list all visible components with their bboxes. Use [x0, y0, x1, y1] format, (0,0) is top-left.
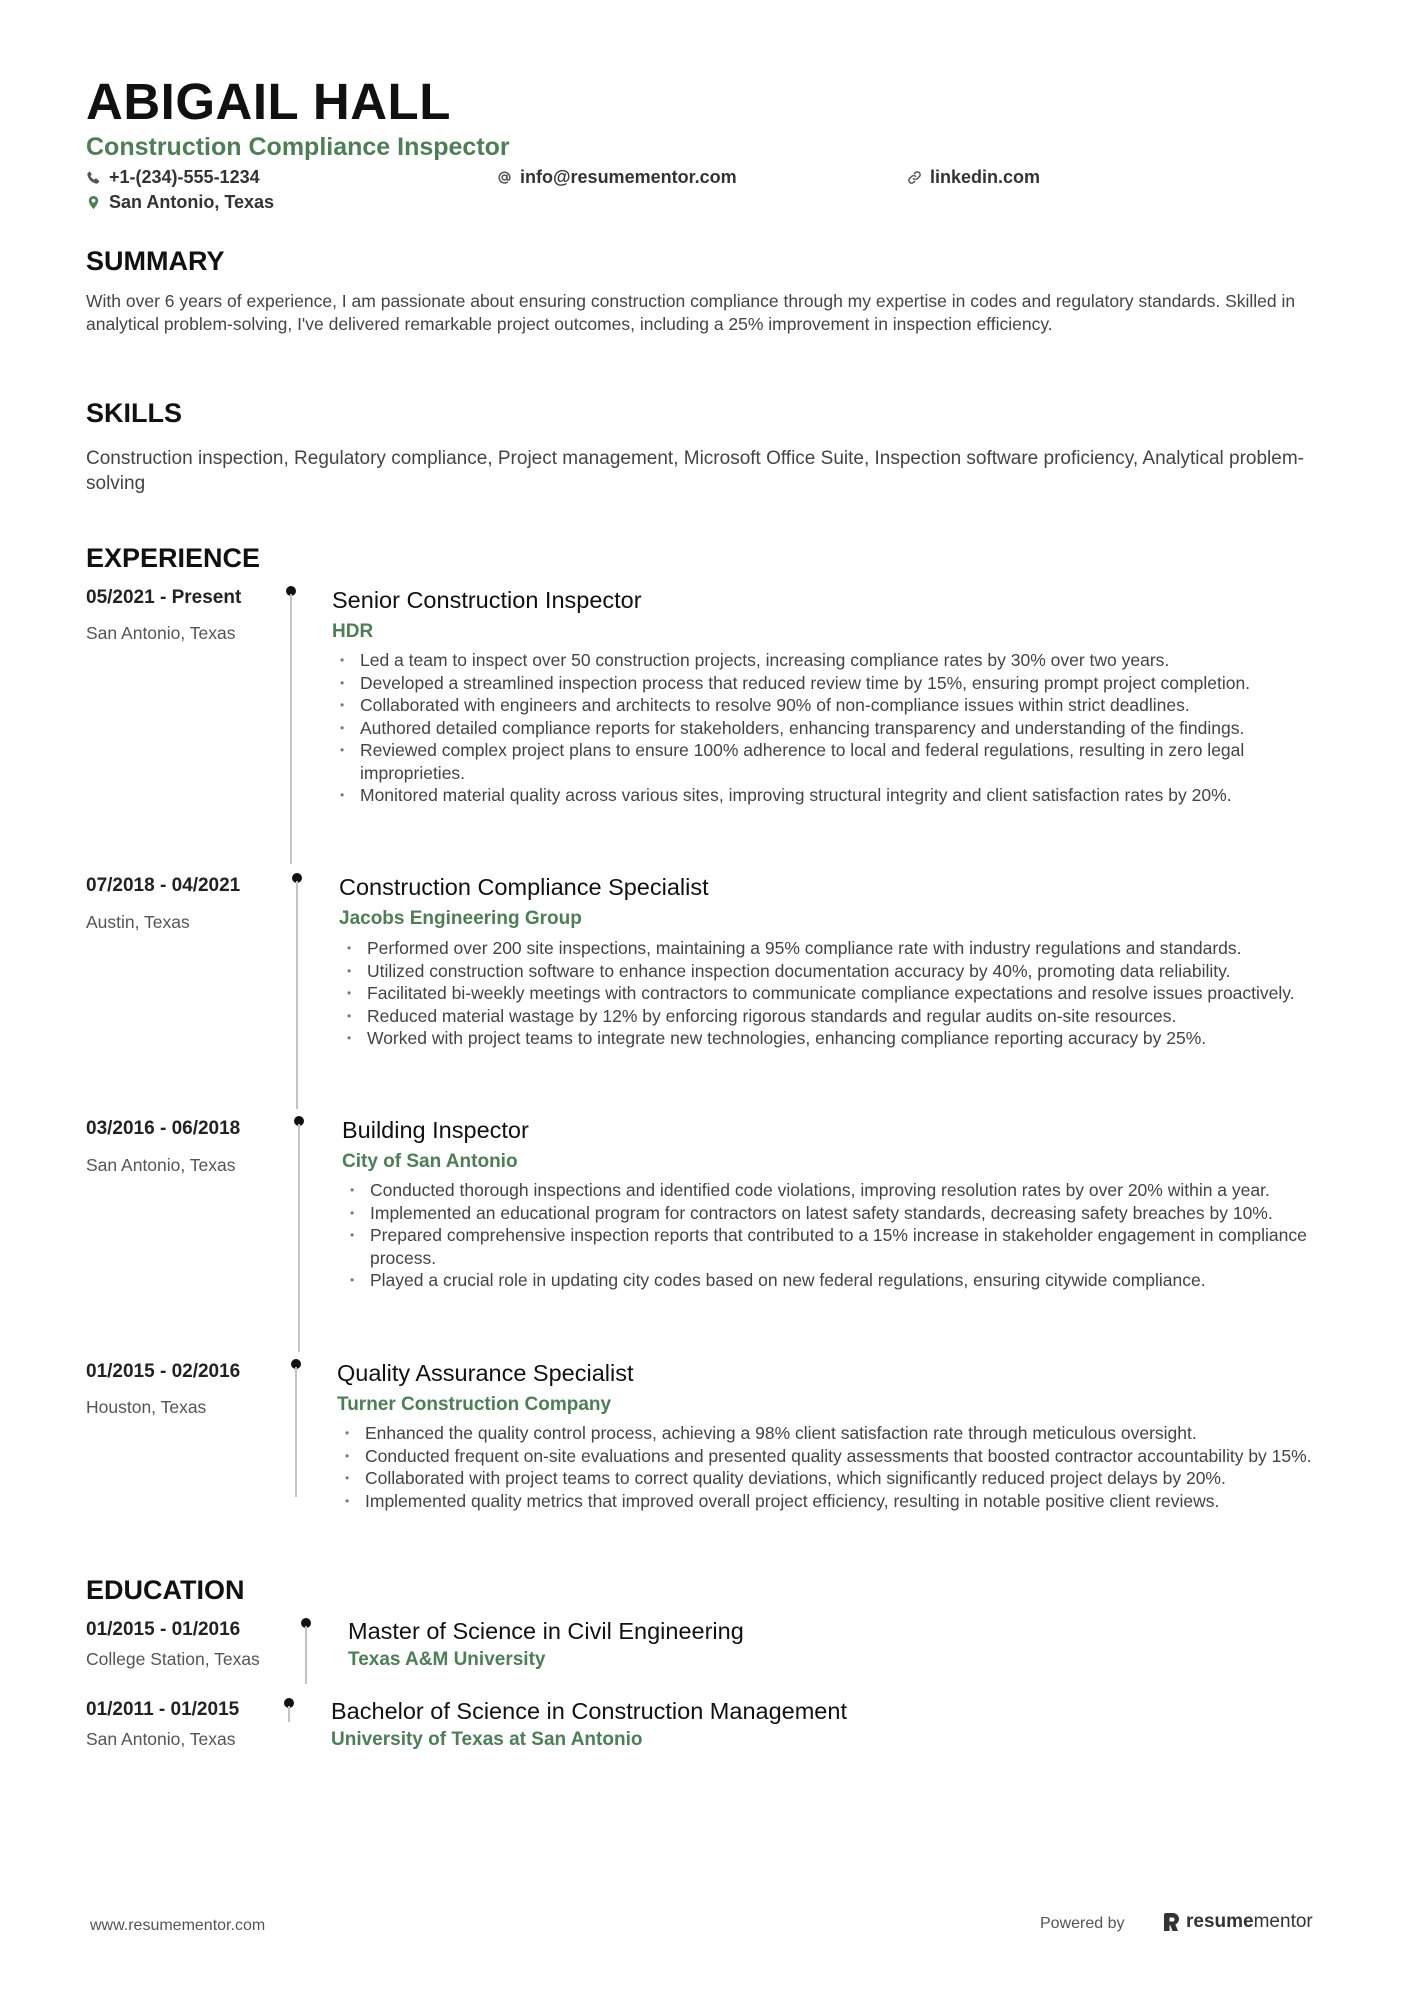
contact-phone[interactable] [86, 166, 260, 188]
phone-text: +1-(234)-555-1234 [109, 167, 260, 187]
skills-text: Construction inspection, Regulatory compliance, Project management, Microsoft Office Suite, Inspection software proficiency, Analytical problem-solving [86, 448, 1304, 494]
experience-location: San Antonio, Texas [86, 1155, 236, 1175]
education-dates: 01/2015 - 01/2016 [86, 1619, 241, 1640]
bullet-item: • Prepared comprehensive inspection reports that contributed to a 15% increase in stakeholder engagement in compliance process. [342, 1224, 1342, 1269]
education-location: College Station, Texas [86, 1649, 260, 1669]
bullet-item: • Utilized construction software to enhance inspection documentation accuracy by 40%, promoting data reliability. [339, 960, 1342, 983]
footer-powered-by: Powered by [1040, 1915, 1125, 1932]
experience-dates: 03/2016 - 06/2018 [86, 1118, 241, 1139]
education-school: University of Texas at San Antonio [331, 1729, 643, 1750]
bullet-item: • Developed a streamlined inspection process that reduced review time by 15%, ensuring prompt project completion. [332, 672, 1342, 695]
footer-website-link[interactable]: www.resumementor.com [90, 1917, 266, 1934]
experience-role: Quality Assurance Specialist [337, 1360, 634, 1386]
bullet-item: • Reviewed complex project plans to ensure 100% adherence to local and federal regulations, resulting in zero legal improprieties. [332, 739, 1342, 784]
experience-dates: 07/2018 - 04/2021 [86, 875, 241, 896]
experience-company: City of San Antonio [342, 1151, 518, 1172]
education-dates: 01/2011 - 01/2015 [86, 1699, 240, 1720]
bullet-item: • Reduced material wastage by 12% by enforcing rigorous standards and regular audits on-site resources. [339, 1005, 1342, 1028]
education-school: Texas A&M University [348, 1649, 546, 1670]
bullet-item: • Led a team to inspect over 50 construction projects, increasing compliance rates by 30% over two years. [332, 649, 1342, 672]
at-sign-icon [497, 170, 512, 185]
timeline-line [290, 594, 292, 864]
bullet-item: • Conducted frequent on-site evaluations and presented quality assessments that boosted contractor accountability by 15%. [337, 1445, 1342, 1468]
bullet-item: • Performed over 200 site inspections, maintaining a 95% compliance rate with industry regulations and standards. [339, 937, 1342, 960]
timeline-line [295, 1367, 297, 1497]
website-text: linkedin.com [930, 167, 1041, 187]
experience-role: Building Inspector [342, 1117, 529, 1143]
experience-company: Jacobs Engineering Group [339, 908, 582, 929]
experience-bullets [339, 937, 1342, 1050]
experience-location: San Antonio, Texas [86, 623, 236, 643]
experience-dates: 01/2015 - 02/2016 [86, 1361, 241, 1382]
brand-wordmark [1186, 1910, 1313, 1934]
bullet-item: • Enhanced the quality control process, achieving a 98% client satisfaction rate through meticulous oversight. [337, 1422, 1342, 1445]
location-text: San Antonio, Texas [109, 192, 275, 212]
timeline-line [288, 1706, 290, 1722]
experience-role: Senior Construction Inspector [332, 587, 642, 613]
resumementor-logo-icon [1162, 1912, 1180, 1932]
contact-website[interactable] [907, 166, 1040, 188]
timeline-line [296, 881, 298, 1109]
experience-bullets [332, 649, 1342, 807]
experience-bullets [342, 1179, 1342, 1292]
experience-location: Houston, Texas [86, 1397, 207, 1417]
bullet-item: • Monitored material quality across various sites, improving structural integrity and client satisfaction rates by 20%. [332, 784, 1342, 807]
summary-text: With over 6 years of experience, I am passionate about ensuring construction compliance through my expertise in codes and regulatory standards. Skilled in analytical problem-solving, I've delivered remarkable project outcomes, including a 25% improvement in inspection efficiency. [86, 291, 1296, 334]
experience-location: Austin, Texas [86, 912, 190, 932]
phone-icon [86, 170, 101, 185]
experience-company: Turner Construction Company [337, 1394, 612, 1415]
email-text: info@resumementor.com [520, 167, 737, 187]
summary-heading: SUMMARY [86, 246, 225, 276]
contact-email[interactable] [497, 166, 737, 188]
brand-logo[interactable] [1162, 1910, 1313, 1934]
link-icon [907, 170, 922, 185]
experience-dates: 05/2021 - Present [86, 587, 242, 608]
education-degree: Master of Science in Civil Engineering [348, 1618, 744, 1644]
bullet-item: • Worked with project teams to integrate new technologies, enhancing compliance reporting accuracy by 25%. [339, 1027, 1342, 1050]
skills-heading: SKILLS [86, 398, 183, 428]
bullet-item: • Collaborated with project teams to correct quality deviations, which significantly reduced project delays by 20%. [337, 1467, 1342, 1490]
job-headline: Construction Compliance Inspector [86, 133, 510, 161]
timeline-line [305, 1626, 307, 1684]
experience-heading: EXPERIENCE [86, 543, 261, 573]
brand-bold-text: resume [1186, 1911, 1254, 1932]
experience-company: HDR [332, 621, 374, 642]
brand-light-text: mentor [1253, 1911, 1313, 1932]
education-heading: EDUCATION [86, 1575, 245, 1605]
education-degree: Bachelor of Science in Construction Management [331, 1698, 847, 1724]
experience-bullets [337, 1422, 1342, 1512]
bullet-item: • Implemented quality metrics that improved overall project efficiency, resulting in notable positive client reviews. [337, 1490, 1342, 1513]
education-location: San Antonio, Texas [86, 1729, 236, 1749]
bullet-item: • Implemented an educational program for contractors on latest safety standards, decreasing safety breaches by 10%. [342, 1202, 1342, 1225]
experience-role: Construction Compliance Specialist [339, 874, 709, 900]
contact-location [86, 191, 274, 213]
bullet-item: • Played a crucial role in updating city codes based on new federal regulations, ensuring citywide compliance. [342, 1269, 1342, 1292]
candidate-name: ABIGAIL HALL [86, 73, 451, 130]
bullet-item: • Collaborated with engineers and architects to resolve 90% of non-compliance issues within strict deadlines. [332, 694, 1342, 717]
location-pin-icon [86, 195, 101, 210]
bullet-item: • Facilitated bi-weekly meetings with contractors to communicate compliance expectations and resolve issues proactively. [339, 982, 1342, 1005]
bullet-item: • Conducted thorough inspections and identified code violations, improving resolution rates by over 20% within a year. [342, 1179, 1342, 1202]
bullet-item: • Authored detailed compliance reports for stakeholders, enhancing transparency and understanding of the findings. [332, 717, 1342, 740]
timeline-line [298, 1124, 300, 1352]
